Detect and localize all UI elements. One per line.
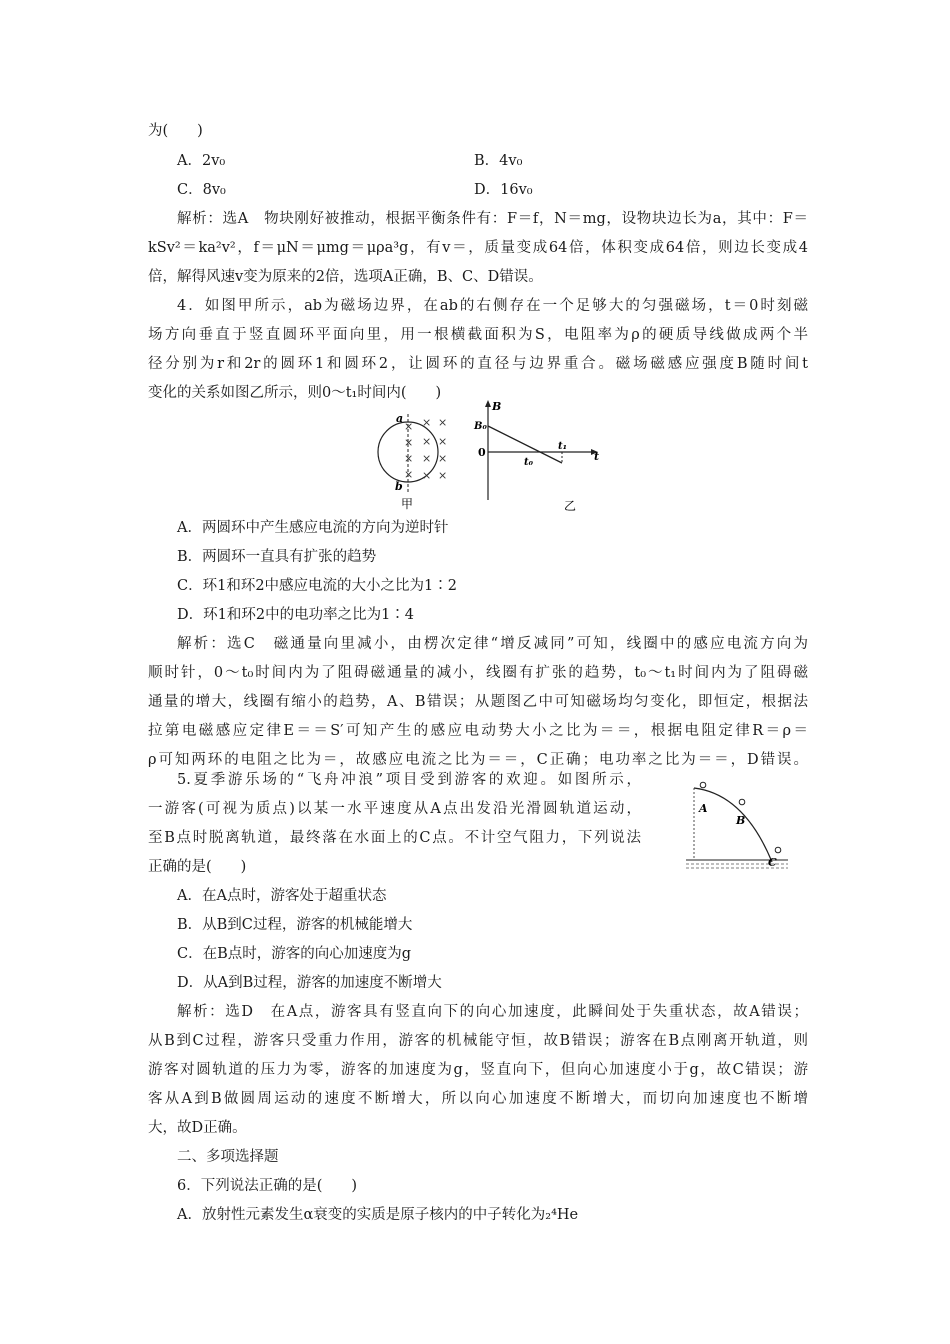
label-b: B: [736, 814, 746, 827]
field-cross: ×: [404, 452, 414, 465]
q4-analysis-line: 解析：选C 磁通量向里减小，由楞次定律“增反减同”可知，线圈中的感应电流方向为: [177, 636, 808, 652]
field-cross: ×: [422, 435, 432, 448]
q5-option-d: D．从A到B过程，游客的加速度不断增大: [177, 975, 442, 991]
label-a: A: [699, 802, 708, 815]
q3-option-b: B．4v₀: [474, 153, 523, 169]
label-c: C: [768, 856, 777, 869]
track-arc: [694, 788, 772, 862]
q5-stem-line: 正确的是( ): [148, 859, 247, 875]
q3-option-a: A．2v₀: [177, 153, 226, 169]
field-cross: ×: [438, 452, 448, 465]
q4-option-c: C．环1和环2中感应电流的大小之比为1∶2: [177, 578, 457, 594]
q5-option-b: B．从B到C过程，游客的机械能增大: [177, 917, 413, 933]
field-cross: ×: [422, 469, 432, 482]
field-cross: ×: [438, 435, 448, 448]
q4-stem-line: 径分别为r和2r的圆环1和圆环2，让圆环的直径与边界重合。磁场磁感应强度B随时间t: [148, 356, 808, 372]
q6-stem: 6．下列说法正确的是( ): [177, 1178, 358, 1194]
q4-option-b: B．两圆环一直具有扩张的趋势: [177, 549, 377, 565]
q4-analysis-line: ρ可知两环的电阻之比为＝，故感应电流之比为＝＝，C正确；电功率之比为＝＝，D错误。: [148, 752, 808, 768]
field-cross: ×: [404, 468, 414, 481]
q4-option-d: D．环1和环2中的电功率之比为1∶4: [177, 607, 415, 623]
q3-analysis-line: kSv²＝ka²v²，f＝μN＝μmg＝μρa³g，有v＝，质量变成64倍，体积变成64倍，则边长变成4: [148, 240, 808, 256]
field-cross: ×: [404, 420, 414, 433]
q5-analysis-line: 游客对圆轨道的压力为零，游客的加速度为g，竖直向下，但向心加速度小于g，故C错误；游: [148, 1062, 808, 1078]
q4-option-a: A．两圆环中产生感应电流的方向为逆时针: [177, 520, 449, 536]
field-cross: ×: [422, 416, 432, 429]
q5-option-c: C．在B点时，游客的向心加速度为g: [177, 946, 412, 962]
q3-analysis-line: 倍，解得风速v变为原来的2倍，选项A正确，B、C、D错误。: [148, 269, 543, 285]
q5-stem-line: 5.夏季游乐场的“飞舟冲浪”项目受到游客的欢迎。如图所示，: [177, 772, 641, 788]
axis-label-b: B: [492, 400, 502, 413]
caption-yi: 乙: [564, 499, 577, 512]
label-origin: 0: [478, 446, 486, 459]
q5-analysis-line: 从B到C过程，游客只受重力作用，游客的机械能守恒，故B错误；游客在B点刚离开轨道，则: [148, 1033, 808, 1049]
q5-analysis-line: 解析：选D 在A点，游客具有竖直向下的向心加速度，此瞬间处于失重状态，故A错误；: [177, 1004, 808, 1020]
label-b: b: [395, 480, 403, 493]
rider-figure-c: [775, 847, 781, 853]
section-title: 二、多项选择题: [177, 1149, 279, 1165]
rider-figure-b: [739, 799, 745, 805]
q5-stem-line: 一游客(可视为质点)以某一水平速度从A点出发沿光滑圆轨道运动，: [148, 801, 641, 817]
q3-analysis-line: 解析：选A 物块刚好被推动，根据平衡条件有：F＝f，N＝mg，设物块边长为a，其中：F＝: [177, 211, 808, 227]
q4-stem-line: 变化的关系如图乙所示，则0～t₁时间内( ): [148, 385, 442, 401]
q4-figure-jia: [340, 408, 460, 510]
label-t0: t₀: [524, 457, 533, 468]
axis-label-t: t: [594, 450, 600, 463]
q4-analysis-line: 顺时针，0～t₀时间内为了阻碍磁通量的减小，线圈有扩张的趋势，t₀～t₁时间内为了阻碍磁: [148, 665, 808, 681]
caption-jia: 甲: [401, 497, 414, 510]
label-a: a: [396, 412, 404, 425]
field-cross: ×: [404, 436, 414, 449]
field-cross: ×: [438, 416, 448, 429]
label-b0: B₀: [474, 421, 487, 432]
label-t1: t₁: [558, 441, 567, 452]
q4-stem-line: 4．如图甲所示，ab为磁场边界，在ab的右侧存在一个足够大的匀强磁场，t＝0时刻磁: [177, 298, 808, 314]
q4-figure-yi: [472, 396, 612, 512]
q4-stem-line: 场方向垂直于竖直圆环平面向里，用一根横截面积为S，电阻率为ρ的硬质导线做成两个半: [148, 327, 808, 343]
q5-stem-line: 至B点时脱离轨道，最终落在水面上的C点。不计空气阻力，下列说法: [148, 830, 641, 846]
q5-analysis-line: 客从A到B做圆周运动的速度不断增大，所以向心加速度不断增大，而切向加速度也不断增: [148, 1091, 808, 1107]
rider-figure-a: [700, 782, 706, 788]
q3-option-c: C．8v₀: [177, 182, 226, 198]
q5-figure-track: [666, 778, 796, 870]
q4-analysis-line: 拉第电磁感应定律E＝＝S′可知产生的感应电动势大小之比为＝＝，根据电阻定律R＝ρ＝: [148, 723, 808, 739]
field-cross: ×: [438, 469, 448, 482]
q3-option-d: D．16v₀: [474, 182, 533, 198]
y-axis-arrow: [485, 400, 491, 407]
q4-analysis-line: 通量的增大，线圈有缩小的趋势，A、B错误；从题图乙中可知磁场均匀变化，即恒定，根据法: [148, 694, 808, 710]
field-cross: ×: [422, 452, 432, 465]
q3-stem-tail: 为( ): [148, 123, 203, 139]
q5-analysis-line: 大，故D正确。: [148, 1120, 247, 1136]
q6-option-a: A．放射性元素发生α衰变的实质是原子核内的中子转化为₂⁴He: [177, 1207, 579, 1223]
q5-option-a: A．在A点时，游客处于超重状态: [177, 888, 387, 904]
